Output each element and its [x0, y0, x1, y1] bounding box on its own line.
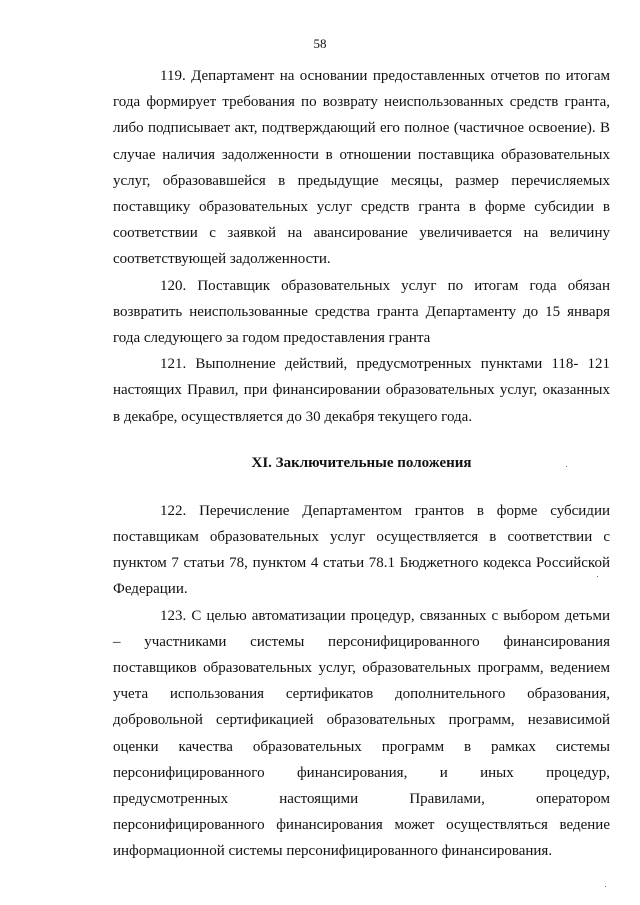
paragraph-121: 121. Выполнение действий, предусмотренных пунктами 118- 121 настоящих Правил, при финансировании образовательных услуг, оказанных в декабре, осуществляется до 30 декабря текущего года.: [113, 356, 610, 425]
paragraph-120: 120. Поставщик образовательных услуг по итогам года обязан возвратить неиспользованные средства гранта Департаменту до 15 января года следующего за годом предоставления гранта: [113, 277, 610, 347]
scan-speck: [605, 886, 606, 887]
page-number: 58: [313, 36, 327, 51]
paragraph-119: 119. Департамент на основании предоставленных отчетов по итогам года формирует требования по возврату неиспользованных средств гранта, либо подписывает акт, подтверждающий его полное (частичное освоение). В случае наличия задолженности в отношении поставщика образовательных услуг, образовавшейся в предыдущие месяцы, размер перечисляемых поставщику образовательных услуг средств гранта в форме субсидии в соответствии с заявкой на авансирование увеличивается на величину соответствующей задолженности.: [113, 68, 610, 268]
paragraph-122: 122. Перечисление Департаментом грантов в форме субсидии поставщикам образовательных услуг осуществляется в соответствии с пунктом 7 статьи 78, пунктом 4 статьи 78.1 Бюджетного кодекса Российской Федерации.: [113, 502, 610, 598]
scan-speck: [597, 576, 598, 577]
page-content: [113, 63, 610, 865]
scan-speck: [566, 466, 567, 467]
paragraph-123: 123. С целью автоматизации процедур, связанных с выбором детьми – участниками системы персонифицированного финансирования поставщиков образовательных услуг, образовательных программ, ведением учета использования сертификатов дополнительного образования, добровольной сертификацией образовательных программ, независимой оценки качества образовательных программ в рамках системы персонифицированного финансирования, и иных процедур, предусмотренных настоящими Правилами, оператором персонифицированного финансирования может осуществляться ведение информационной системы персонифицированного финансирования.: [113, 607, 610, 860]
section-heading: XI. Заключительные положения: [251, 454, 472, 471]
